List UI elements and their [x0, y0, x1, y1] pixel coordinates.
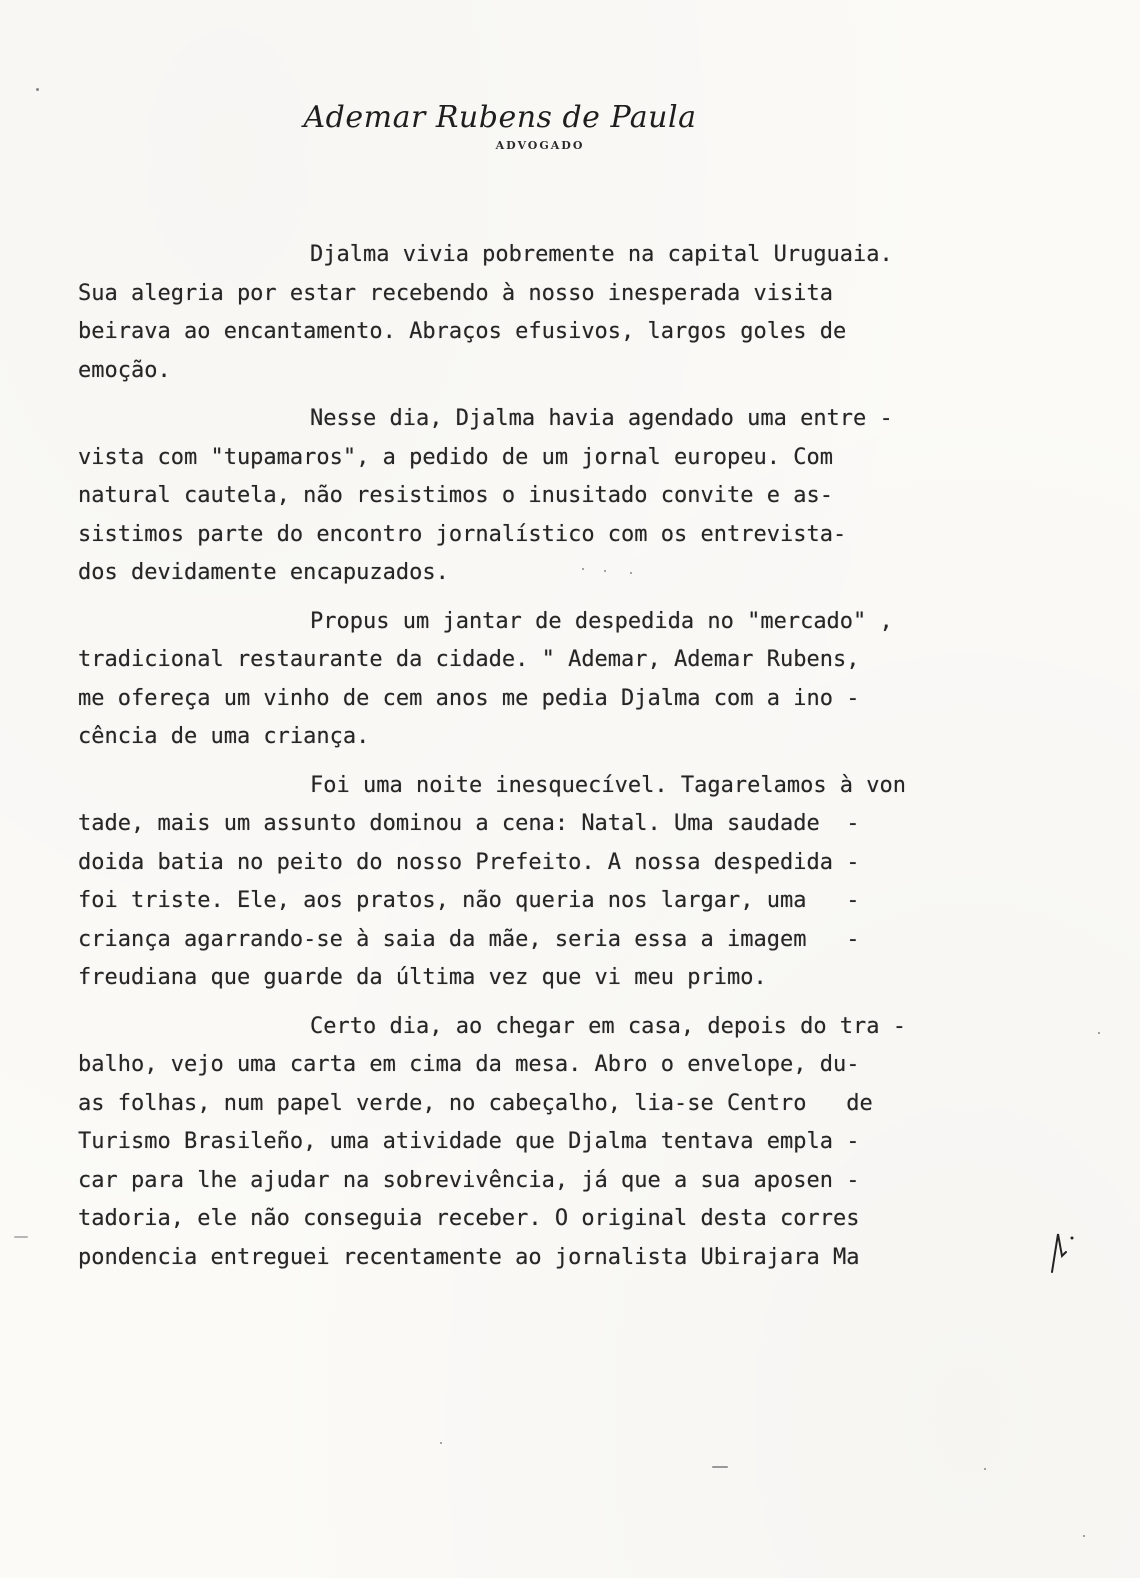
- text-line: doida batia no peito do nosso Prefeito. A nossa despedida -: [78, 849, 860, 875]
- scan-speck: [36, 88, 39, 91]
- handwritten-mark-icon: [1048, 1226, 1078, 1276]
- text-line: foi triste. Ele, aos pratos, não queria nos largar, uma -: [78, 888, 860, 913]
- scan-speck: [984, 1468, 986, 1470]
- scan-speck: [1098, 1032, 1100, 1034]
- text-line: Turismo Brasileño, uma atividade que Djalma tentava empla -: [78, 1129, 860, 1154]
- text-line: tradicional restaurante da cidade. " Ademar, Ademar Rubens,: [78, 647, 860, 672]
- text-line: vista com "tupamaros", a pedido de um jornal europeu. Com: [78, 444, 833, 470]
- letter-body: [78, 236, 1043, 1287]
- paragraph-3: [78, 603, 1043, 757]
- text-line: sistimos parte do encontro jornalístico com os entrevista-: [78, 521, 847, 547]
- text-line: freudiana que guarde da última vez que vi meu primo.: [78, 965, 767, 990]
- text-line: me ofereça um vinho de cem anos me pedia Djalma com a ino -: [78, 685, 860, 711]
- text-line: natural cautela, não resistimos o inusitado convite e as-: [78, 483, 833, 508]
- text-line: Propus um jantar de despedida no "mercado" ,: [310, 608, 893, 634]
- scan-speck: [440, 1442, 442, 1444]
- text-line: Foi uma noite inesquecível. Tagarelamos à von: [310, 772, 907, 798]
- text-line: emoção.: [78, 357, 171, 383]
- text-line: Nesse dia, Djalma havia agendado uma entre -: [310, 406, 893, 431]
- text-line: dos devidamente encapuzados.: [78, 560, 449, 585]
- text-line: as folhas, num papel verde, no cabeçalho, lia-se Centro de: [78, 1090, 873, 1116]
- text-line: Sua alegria por estar recebendo à nosso inesperada visita: [78, 280, 833, 306]
- text-line: balho, vejo uma carta em cima da mesa. Abro o envelope, du-: [78, 1052, 860, 1077]
- text-line: tadoria, ele não conseguia receber. O original desta corres: [78, 1206, 860, 1231]
- scan-speck: [14, 1236, 28, 1238]
- letterhead-name: Ademar Rubens de Paula: [303, 100, 697, 135]
- paragraph-2: [78, 400, 1043, 593]
- letterhead-role: ADVOGADO: [495, 139, 585, 152]
- text-line: Djalma vivia pobremente na capital Uruguaia.: [310, 242, 893, 267]
- paragraph-4: [78, 767, 1043, 998]
- scan-speck: [630, 572, 632, 574]
- scan-speck: [582, 568, 584, 570]
- scan-speck: [712, 1466, 728, 1468]
- text-line: pondencia entreguei recentamente ao jornalista Ubirajara Ma: [78, 1244, 860, 1270]
- text-line: beirava ao encantamento. Abraços efusivos, largos goles de: [78, 319, 847, 344]
- text-line: car para lhe ajudar na sobrevivência, já que a sua aposen -: [78, 1167, 860, 1193]
- text-line: Certo dia, ao chegar em casa, depois do tra -: [310, 1013, 907, 1039]
- text-line: tade, mais um assunto dominou a cena: Natal. Uma saudade -: [78, 811, 860, 836]
- paragraph-5: [78, 1008, 1043, 1278]
- text-line: criança agarrando-se à saia da mãe, seria essa a imagem -: [78, 926, 860, 952]
- text-line: cência de uma criança.: [78, 724, 370, 749]
- letterhead: [0, 100, 1000, 152]
- paragraph-1: [78, 236, 1043, 390]
- scan-speck: [1083, 1535, 1085, 1537]
- scan-speck: [604, 570, 606, 572]
